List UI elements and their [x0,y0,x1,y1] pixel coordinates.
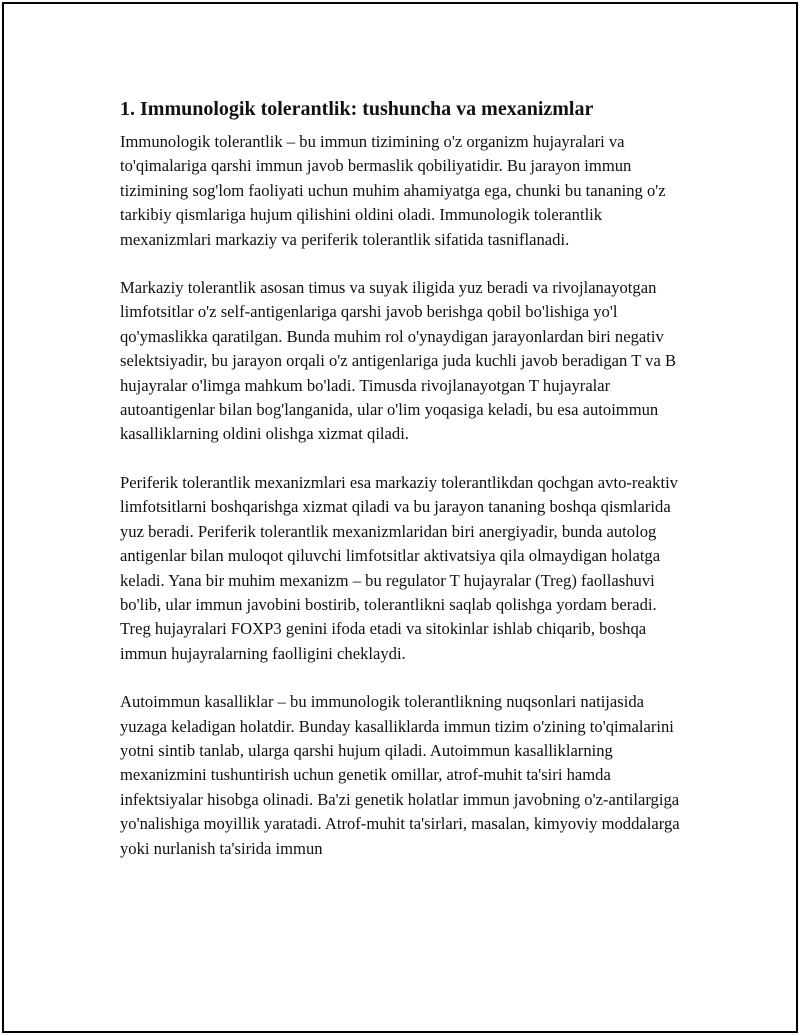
document-content [120,96,690,885]
paragraph-definition: Immunologik tolerantlik – bu immun tizimining o'z organizm hujayralari va to'qimalariga qarshi immun javob bermaslik qobiliyatidir. Bu jarayon immun tizimining sog'lom faoliyati uchun muhim ahamiyatga ega, chunki bu tananing o'z tarkibiy qismlariga hujum qilishini oldini oladi. Immunologik tolerantlik mexanizmlari markaziy va periferik tolerantlik sifatida tasniflanadi. [120,132,666,249]
paragraph-autoimmune-diseases: Autoimmun kasalliklar – bu immunologik tolerantlikning nuqsonlari natijasida yuzaga keladigan holatdir. Bunday kasalliklarda immun tizim o'zining to'qimalarini yotni sintib tanlab, ularga qarshi hujum qiladi. Autoimmun kasalliklarning mexanizmini tushuntirish uchun genetik omillar, atrof-muhit ta'siri hamda infektsiyalar hisobga olinadi. Ba'zi genetik holatlar immun javobning o'z-antilargiga yo'nalishiga moyillik yaratadi. Atrof-muhit ta'sirlari, masalan, kimyoviy moddalarga yoki nurlanish ta'sirida immun [120,692,680,858]
document-page [2,2,798,1033]
section-title: 1. Immunologik tolerantlik: tushuncha va mexanizmlar [120,98,594,120]
paragraph-peripheral-tolerance: Periferik tolerantlik mexanizmlari esa markaziy tolerantlikdan qochgan avto-reaktiv limfotsitlarni boshqarishga xizmat qiladi va bu jarayon tananing boshqa qismlarida yuz beradi. Periferik tolerantlik mexanizmlaridan biri anergiyadir, bunda autolog antigenlar bilan muloqot qiluvchi limfotsitlar aktivatsiya qila olmaydigan holatga keladi. Yana bir muhim mexanizm – bu regulator T hujayralar (Treg) faollashuvi bo'lib, ular immun javobini bostirib, tolerantlikni saqlab qolishga yordam beradi. Treg hujayralari FOXP3 genini ifoda etadi va sitokinlar ishlab chiqarib, boshqa immun hujayralarning faolligini cheklaydi. [120,472,678,663]
paragraph-central-tolerance: Markaziy tolerantlik asosan timus va suyak iligida yuz beradi va rivojlanayotgan limfotsitlar o'z self-antigenlariga qarshi javob berishga qobil bo'lishiga yo'l qo'ymaslikka qaratilgan. Bunda muhim rol o'ynaydigan jarayonlardan biri negativ selektsiyadir, bu jarayon orqali o'z antigenlariga juda kuchli javob beradigan T va B hujayralar o'limga mahkum bo'ladi. Timusda rivojlanayotgan T hujayralar autoantigenlar bilan bog'langanida, ular o'lim yoqasiga keladi, bu esa autoimmun kasalliklarning oldini olishga xizmat qiladi. [120,278,677,444]
